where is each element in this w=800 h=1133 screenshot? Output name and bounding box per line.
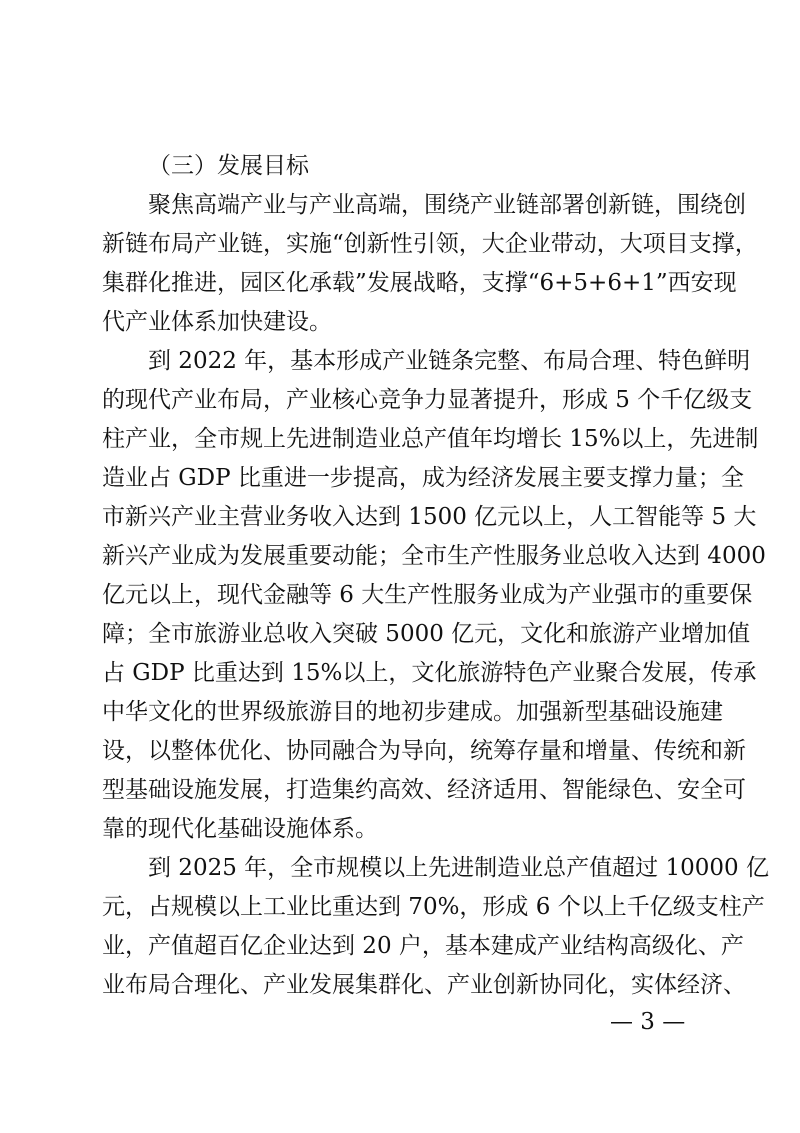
paragraph-1-line-2: 新链布局产业链，实施“创新性引领，大企业带动，大项目支撑，: [102, 231, 758, 257]
paragraph-2-line-5: 市新兴产业主营业务收入达到 1500 亿元以上，人工智能等 5 大: [102, 504, 757, 530]
paragraph-2-line-11: 设，以整体优化、协同融合为导向，统筹存量和增量、传统和新: [102, 738, 746, 764]
paragraph-2-line-2: 的现代产业布局，产业核心竞争力显著提升，形成 5 个千亿级支: [102, 387, 753, 413]
paragraph-2-line-9: 占 GDP 比重达到 15%以上，文化旅游特色产业聚合发展，传承: [102, 660, 757, 686]
paragraph-2-line-4: 造业占 GDP 比重进一步提高，成为经济发展主要支撑力量；全: [102, 465, 744, 491]
paragraph-2-line-1: 到 2022 年，基本形成产业链条完整、布局合理、特色鲜明: [148, 348, 751, 374]
paragraph-3-line-4: 业布局合理化、产业发展集群化、产业创新协同化，实体经济、: [102, 972, 746, 998]
paragraph-2-line-10: 中华文化的世界级旅游目的地初步建成。加强新型基础设施建: [102, 699, 723, 725]
paragraph-2-line-7: 亿元以上，现代金融等 6 大生产性服务业成为产业强市的重要保: [102, 582, 753, 608]
paragraph-2-line-3: 柱产业，全市规上先进制造业总产值年均增长 15%以上，先进制: [102, 426, 759, 452]
paragraph-1-line-3: 集群化推进，园区化承载”发展战略，支撑“6+5+6+1”西安现: [102, 270, 737, 296]
paragraph-2-line-6: 新兴产业成为发展重要动能；全市生产性服务业总收入达到 4000: [102, 543, 766, 569]
paragraph-3-line-1: 到 2025 年，全市规模以上先进制造业总产值超过 10000 亿: [148, 855, 769, 881]
page-number: — 3 —: [610, 1009, 686, 1035]
paragraph-1-line-4: 代产业体系加快建设。: [102, 309, 332, 335]
paragraph-3-line-2: 元，占规模以上工业比重达到 70%，形成 6 个以上千亿级支柱产: [102, 894, 765, 920]
paragraph-2-line-13: 靠的现代化基础设施体系。: [102, 816, 378, 842]
paragraph-1-line-1: 聚焦高端产业与产业高端，围绕产业链部署创新链，围绕创: [148, 192, 746, 218]
paragraph-2-line-8: 障；全市旅游业总收入突破 5000 亿元，文化和旅游产业增加值: [102, 621, 751, 647]
paragraph-2-line-12: 型基础设施发展，打造集约高效、经济适用、智能绿色、安全可: [102, 777, 746, 803]
section-heading: （三）发展目标: [148, 153, 309, 179]
paragraph-3-line-3: 业，产值超百亿企业达到 20 户，基本建成产业结构高级化、产: [102, 933, 744, 959]
